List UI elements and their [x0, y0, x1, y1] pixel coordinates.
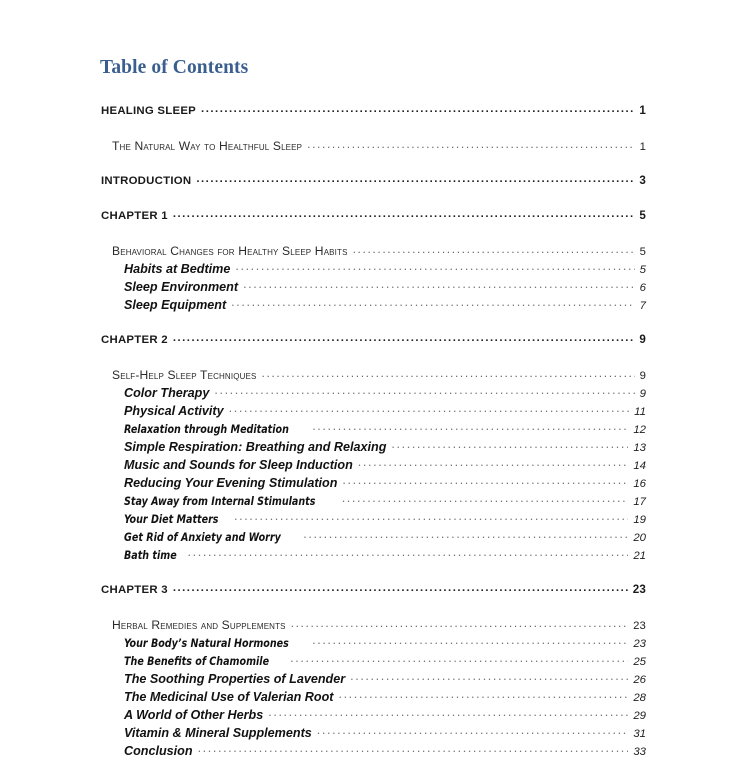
dot-leader [235, 259, 634, 273]
toc-entry-label: Music and Sounds for Sleep Induction [124, 458, 353, 472]
dot-leader [290, 651, 628, 665]
dot-leader [391, 437, 628, 451]
toc-entry-label: Simple Respiration: Breathing and Relaxing [124, 440, 387, 454]
dot-leader [350, 669, 628, 683]
toc-entry-page-number: 1 [639, 104, 646, 117]
section-spacer [0, 192, 743, 209]
dot-leader [307, 137, 634, 151]
toc-entry-label: Conclusion [124, 744, 193, 758]
toc-entry-label: The Medicinal Use of Valerian Root [124, 690, 334, 704]
dot-leader [188, 545, 629, 559]
table-of-contents-list [0, 104, 743, 762]
dot-leader [231, 295, 634, 309]
toc-entry-label: Herbal Remedies and Supplements [112, 618, 286, 632]
toc-entry-page-number: 16 [633, 478, 646, 490]
dot-leader [303, 527, 628, 541]
dot-leader [234, 509, 628, 523]
toc-entry-label: The Soothing Properties of Lavender [124, 672, 346, 686]
toc-entry-label: Physical Activity [124, 404, 224, 418]
toc-entry-page-number: 17 [633, 496, 646, 508]
toc-entry-label: Sleep Equipment [124, 298, 227, 312]
toc-entry-page-number: 29 [633, 710, 646, 722]
toc-entry-label: CHAPTER 1 [101, 210, 168, 222]
section-spacer [0, 566, 743, 583]
toc-entry-label: Sleep Environment [124, 280, 239, 294]
toc-entry-page-number: 14 [633, 460, 646, 472]
toc-entry-page-number: 5 [639, 264, 646, 276]
toc-entry-level-1[interactable] [101, 209, 646, 227]
toc-entry-label: A World of Other Herbs [124, 708, 264, 722]
toc-entry-label: Habits at Bedtime [124, 262, 231, 276]
toc-entry-label: CHAPTER 2 [101, 334, 168, 346]
toc-entry-page-number: 9 [639, 333, 646, 346]
toc-entry-page-number: 1 [639, 141, 646, 153]
toc-entry-level-1[interactable] [101, 583, 646, 601]
toc-entry-level-3[interactable] [124, 548, 646, 566]
toc-entry-page-number: 5 [639, 246, 646, 258]
dot-leader [312, 419, 628, 433]
toc-entry-level-1[interactable] [101, 174, 646, 192]
dot-leader [173, 332, 635, 344]
dot-leader [173, 582, 628, 594]
dot-leader [291, 616, 628, 630]
dot-leader [338, 687, 628, 701]
toc-entry-label: Bath time [124, 548, 177, 562]
toc-entry-page-number: 21 [633, 550, 646, 562]
toc-entry-page-number: 5 [639, 209, 646, 222]
toc-entry-label: Stay Away from Internal Stimulants [124, 494, 316, 508]
toc-entry-label: Self-Help Sleep Techniques [112, 368, 257, 382]
toc-entry-page-number: 28 [633, 692, 646, 704]
dot-leader [358, 455, 629, 469]
toc-entry-label: CHAPTER 3 [101, 584, 168, 596]
toc-entry-label: The Benefits of Chamomile [124, 654, 270, 668]
toc-entry-page-number: 23 [632, 583, 646, 596]
toc-entry-page-number: 9 [639, 370, 646, 382]
dot-leader [214, 383, 634, 397]
section-spacer [0, 157, 743, 174]
toc-entry-page-number: 31 [633, 728, 646, 740]
toc-entry-label: Color Therapy [124, 386, 210, 400]
toc-entry-page-number: 13 [633, 442, 646, 454]
dot-leader [196, 173, 634, 185]
toc-entry-label: INTRODUCTION [101, 175, 192, 187]
toc-entry-page-number: 11 [634, 406, 646, 418]
toc-entry-label: Reducing Your Evening Stimulation [124, 476, 338, 490]
dot-leader [353, 242, 635, 256]
toc-entry-page-number: 25 [633, 656, 646, 668]
toc-entry-page-number: 33 [633, 746, 646, 758]
toc-entry-page-number: 20 [633, 532, 646, 544]
dot-leader [243, 277, 635, 291]
toc-entry-label: The Natural Way to Healthful Sleep [112, 139, 303, 153]
toc-entry-page-number: 12 [633, 424, 646, 436]
toc-entry-page-number: 23 [633, 620, 646, 632]
section-spacer [0, 316, 743, 333]
dot-leader [201, 103, 634, 115]
dot-leader [198, 741, 629, 755]
dot-leader [312, 633, 628, 647]
dot-leader [317, 723, 629, 737]
toc-entry-label: Vitamin & Mineral Supplements [124, 726, 312, 740]
dot-leader [342, 491, 629, 505]
toc-entry-level-1[interactable] [101, 333, 646, 351]
page-title: Table of Contents [100, 57, 249, 78]
toc-entry-level-1[interactable] [101, 104, 646, 122]
toc-entry-page-number: 6 [639, 282, 646, 294]
toc-entry-label: Relaxation through Meditation [124, 422, 289, 436]
toc-entry-level-3[interactable] [124, 298, 646, 316]
toc-entry-label: Get Rid of Anxiety and Worry [124, 530, 281, 544]
toc-entry-level-3[interactable] [124, 744, 646, 762]
toc-entry-page-number: 7 [639, 300, 646, 312]
toc-entry-label: Behavioral Changes for Healthy Sleep Habits [112, 244, 348, 258]
dot-leader [229, 401, 630, 415]
dot-leader [173, 208, 635, 220]
toc-entry-label: Your Body’s Natural Hormones [124, 636, 289, 650]
toc-entry-label: HEALING SLEEP [101, 105, 197, 117]
toc-entry-page-number: 3 [639, 174, 646, 187]
toc-entry-page-number: 23 [633, 638, 646, 650]
toc-entry-page-number: 26 [633, 674, 646, 686]
toc-entry-page-number: 19 [633, 514, 646, 526]
dot-leader [342, 473, 628, 487]
dot-leader [268, 705, 628, 719]
dot-leader [262, 366, 635, 380]
toc-entry-level-2[interactable] [112, 139, 646, 157]
toc-entry-page-number: 9 [639, 388, 646, 400]
toc-entry-label: Your Diet Matters [124, 512, 219, 526]
